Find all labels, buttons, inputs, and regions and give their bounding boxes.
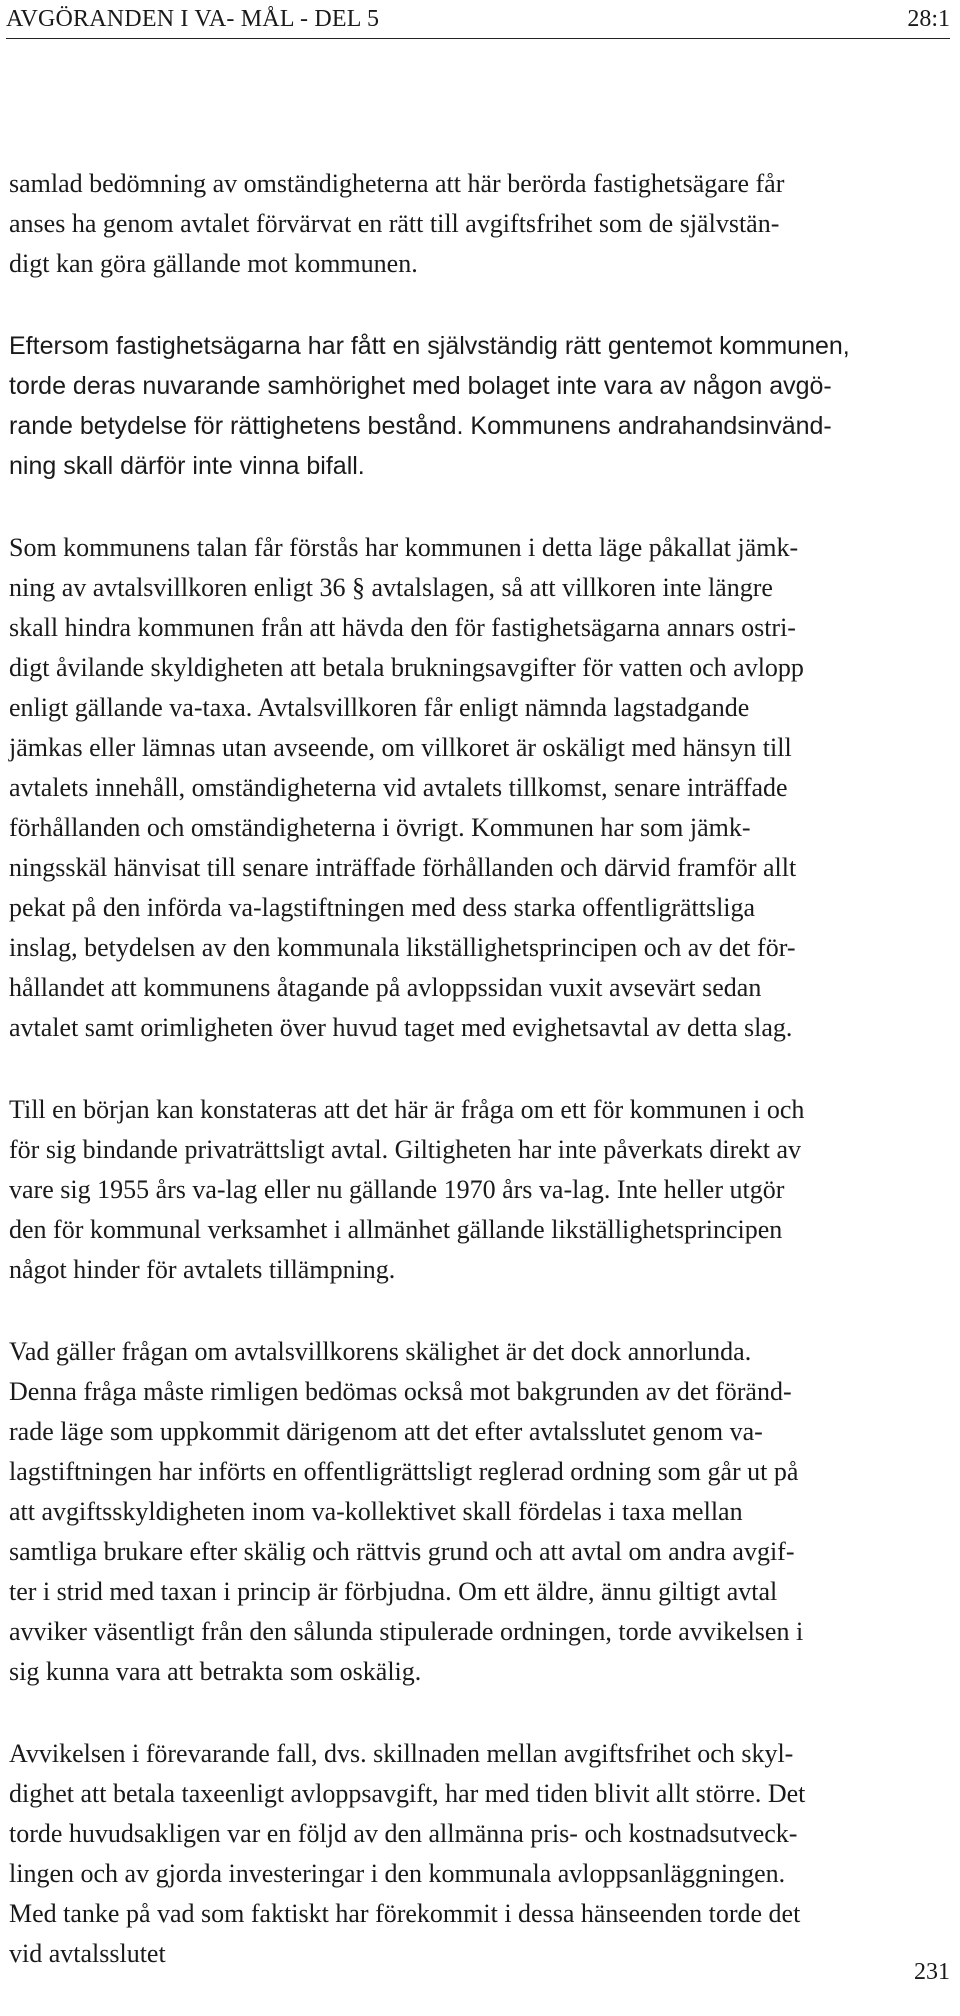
paragraph-1: samlad bedömning av omständigheterna att här berörda fastighetsägare får anses ha genom avtalet förvärvat en rätt till avgiftsfrihet som de självstän- digt kan göra gällande mot kommunen. [9,169,785,278]
paragraph-5: Vad gäller frågan om avtalsvillkorens skälighet är det dock annorlunda. Denna fråga måste rimligen bedömas också mot bakgrunden av det föränd- rade läge som uppkommit därigenom att det efter avtalsslutet genom va- lagstiftningen har införts en offentligrättsligt reglerad ordning som går ut på att avgiftsskyldigheten inom va-kollektivet skall fördelas i taxa mellan samtliga brukare efter skälig och rättvis grund och att avtal om andra avgif- ter i strid med taxan i princip är förbjudna. Om ett äldre, ännu giltigt avtal avviker väsentligt från den sålunda stipulerade ordningen, torde avvikelsen i sig kunna vara att betrakta som oskälig. [9,1337,804,1686]
page-header [6,2,950,39]
running-title: AVGÖRANDEN I VA- MÅL - DEL 5 [6,6,380,32]
paragraph-3: Som kommunens talan får förstås har kommunen i detta läge påkallat jämk- ning av avtalsvillkoren enligt 36 § avtalslagen, så att villkoren inte längre skall hindra kommunen från att hävda den för fastighetsägarna annars ostri- digt åvilande skyldigheten att betala brukningsavgifter för vatten och avlopp enligt gällande va-taxa. Avtalsvillkoren får enligt nämnda lagstadgande jämkas eller lämnas utan avseende, om villkoret är oskäligt med hänsyn till avtalets innehåll, omständigheterna vid avtalets tillkomst, senare inträffade förhållanden och omständigheterna i övrigt. Kommunen har som jämk- ningsskäl hänvisat till senare inträffade förhållanden och därvid framför allt pekat på den införda va-lagstiftningen med dess starka offentligrättsliga inslag, betydelsen av den kommunala likställighetsprincipen och av det för- hållandet att kommunens åtagande på avloppssidan vuxit avsevärt sedan avtalet samt orimligheten över huvud taget med evighetsavtal av detta slag. [9,533,804,1042]
document-body [9,164,949,2016]
paragraph-4: Till en början kan konstateras att det här är fråga om ett för kommunen i och för sig bindande privaträttsligt avtal. Giltigheten har inte påverkats direkt av vare sig 1955 års va-lag eller nu gällande 1970 års va-lag. Inte heller utgör den för kommunal verksamhet i allmänhet gällande likställighetsprincipen något hinder för avtalets tillämpning. [9,1095,805,1284]
paragraph-2: Eftersom fastighetsägarna har fått en självständig rätt gentemot kommunen, torde deras nuvarande samhörighet med bolaget inte vara av någon avgö- rande betydelse för rättighetens bestånd. Kommunens andrahandsinvänd- ning skall därför inte vinna bifall. [9,332,850,480]
paragraph-6: Avvikelsen i förevarande fall, dvs. skillnaden mellan avgiftsfrihet och skyl- dighet att betala taxeenligt avloppsavgift, har med tiden blivit allt större. Det torde huvudsakligen var en följd av den allmänna pris- och kostnadsutveck- lingen och av gjorda investeringar i den kommunala avloppsanläggningen. Med tanke på vad som faktiskt har förekommit i dessa hänseenden torde det vid avtalsslutet [9,1739,806,1968]
section-page-reference: 28:1 [907,6,950,32]
page-number: 231 [914,1959,950,1985]
